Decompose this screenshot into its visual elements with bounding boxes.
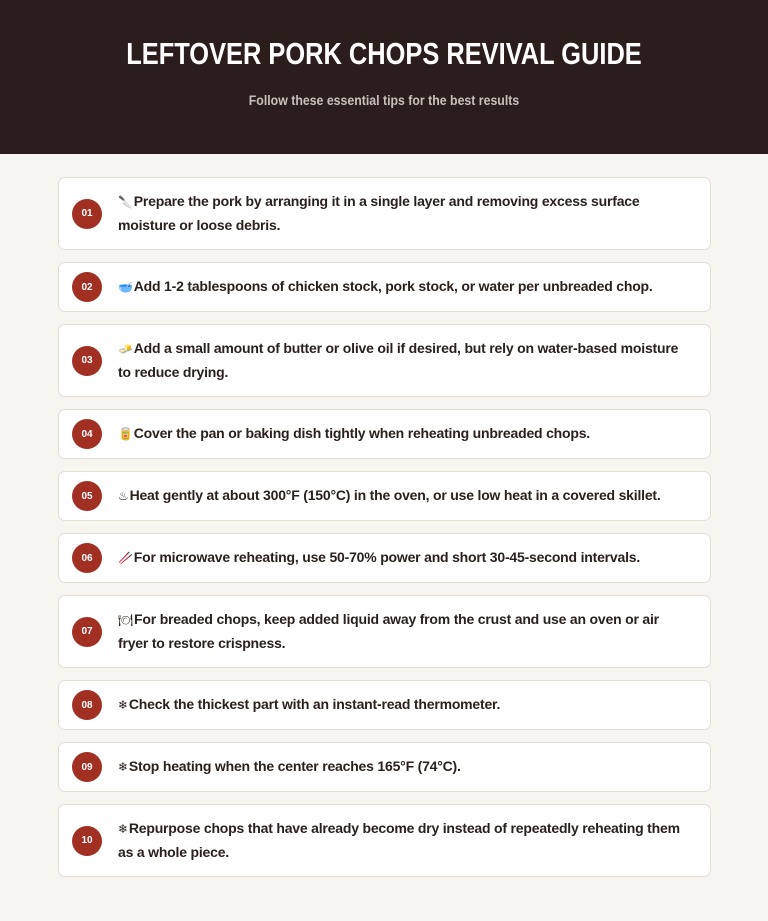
step-text-content: Prepare the pork by arranging it in a single layer and removing excess surface moisture or loose debris. [118,193,640,233]
step-card [58,262,711,312]
step-text [118,190,692,237]
step-text [118,755,461,779]
step-text-content: Repurpose chops that have already become dry instead of repeatedly reheating them as a whole piece. [118,820,680,860]
step-text [118,422,590,446]
step-number-badge: 03 [72,346,102,376]
header [0,0,768,154]
step-number-badge: 05 [72,481,102,511]
step-card [58,324,711,397]
plate-icon: 🍽 [118,613,134,627]
step-text [118,484,661,508]
step-number-badge: 02 [72,272,102,302]
step-number-badge: 07 [72,617,102,647]
butter-icon: 🧈 [118,342,133,356]
step-text [118,337,692,384]
step-card [58,804,711,877]
chopsticks-icon: 🥢 [118,551,133,565]
step-number-badge: 10 [72,826,102,856]
hot-springs-icon: ♨ [118,489,129,503]
page-title: LEFTOVER PORK CHOPS REVIVAL GUIDE [126,36,642,71]
step-text-content: Stop heating when the center reaches 165°F (74°C). [128,758,461,774]
step-text-content: Check the thickest part with an instant-read thermometer. [128,696,501,712]
step-text [118,693,500,717]
step-text-content: Add 1-2 tablespoons of chicken stock, pork stock, or water per unbreaded chop. [133,278,653,294]
step-card [58,680,711,730]
can-icon: 🥫 [118,427,133,441]
step-card [58,177,711,250]
step-number-badge: 08 [72,690,102,720]
step-number-badge: 01 [72,199,102,229]
step-card [58,533,711,583]
steps-list [58,177,711,889]
step-card [58,742,711,792]
step-text-content: Cover the pan or baking dish tightly when reheating unbreaded chops. [133,425,590,441]
step-card [58,409,711,459]
step-text [118,546,640,570]
step-card [58,471,711,521]
step-number-badge: 04 [72,419,102,449]
snowflake-icon: ❄ [118,822,128,836]
snowflake-icon: ❄ [118,760,128,774]
step-number-badge: 06 [72,543,102,573]
snowflake-icon: ❄ [118,698,128,712]
knife-icon: 🔪 [118,195,133,209]
step-text-content: For breaded chops, keep added liquid away from the crust and use an oven or air fryer to restore crispness. [118,611,659,651]
step-text-content: Heat gently at about 300°F (150°C) in the oven, or use low heat in a covered skillet. [129,487,661,503]
bowl-icon: 🥣 [118,280,133,294]
step-text [118,608,692,655]
step-number-badge: 09 [72,752,102,782]
step-card [58,595,711,668]
page-subtitle: Follow these essential tips for the best results [248,92,520,108]
step-text [118,275,653,299]
step-text-content: For microwave reheating, use 50-70% power and short 30-45-second intervals. [133,549,641,565]
step-text-content: Add a small amount of butter or olive oil if desired, but rely on water-based moisture to reduce drying. [118,340,679,380]
step-text [118,817,692,864]
